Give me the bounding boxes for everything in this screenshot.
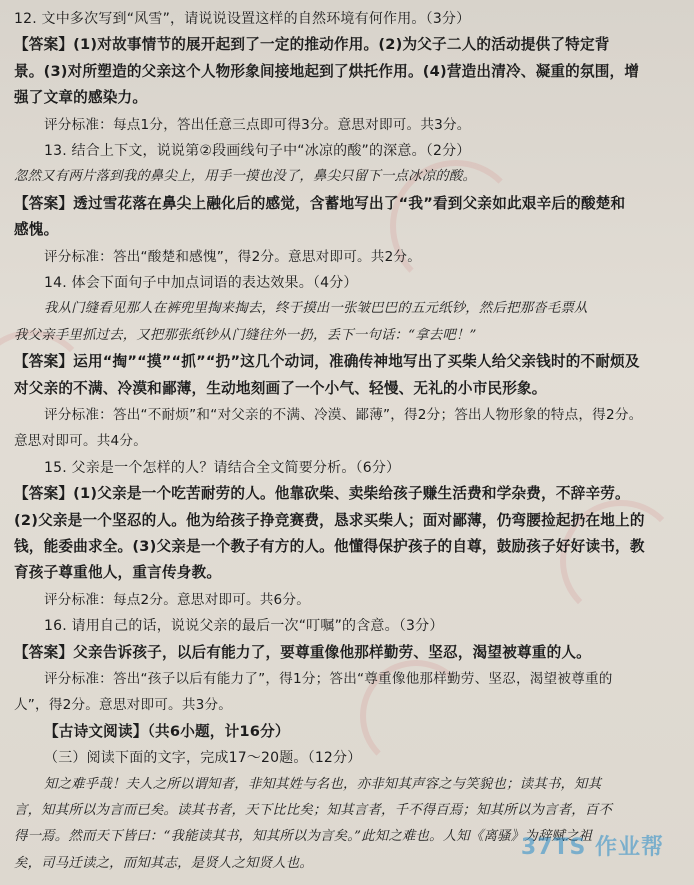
- text-line-16: 评分标准：答出“不耐烦”和“对父亲的不满、冷漠、鄙薄”，得2分；答出人物形象的特点，得2分。: [44, 407, 643, 423]
- text-line-3: 景。(3)对所塑造的父亲这个人物形象间接地起到了烘托作用。(4)营造出清冷、凝重的氛围，增: [14, 62, 640, 80]
- text-line-5: 评分标准：每点1分，答出任意三点即可得3分。意思对即可。共3分。: [44, 116, 471, 133]
- text-line-8: 【答案】透过雪花落在鼻尖上融化后的感觉，含蓄地写出了“我”看到父亲如此艰辛后的酸楚和: [14, 194, 626, 212]
- text-line-7: 忽然又有两片落到我的鼻尖上，用手一摸也没了，鼻尖只留下一点冰凉的酸。: [14, 169, 477, 185]
- text-line-9: 感愧。: [14, 221, 59, 239]
- text-line-24: 16. 请用自己的话，说说父亲的最后一次“叮嘱”的含意。（3分）: [44, 618, 444, 635]
- text-line-32: 得一焉。然而天下皆曰：“我能读其书，知其所以为言矣。”此知之难也。人知《离骚》为辞赋之祖: [14, 829, 593, 845]
- text-line-14: 【答案】运用“掏”“摸”“抓”“扔”这几个动词，准确传神地写出了买柴人给父亲钱时的不耐烦及: [14, 353, 640, 371]
- site-logo: 37TS 作业帮: [520, 835, 664, 860]
- text-line-29: （三）阅读下面的文字，完成17～20题。（12分）: [44, 750, 362, 767]
- text-line-18: 15. 父亲是一个怎样的人？请结合全文简要分析。（6分）: [44, 459, 401, 476]
- text-line-28: 【古诗文阅读】（共6小题，计16分）: [44, 722, 290, 740]
- text-line-31: 言，知其所以为言而已矣。读其书者，天下比比矣；知其言者，千不得百焉；知其所以为言者，百不: [14, 803, 612, 818]
- text-line-17: 意思对即可。共4分。: [14, 433, 147, 450]
- text-line-22: 育孩子尊重他人，重言传身教。: [14, 564, 222, 582]
- text-line-26: 评分标准：答出“孩子以后有能力了”，得1分；答出“尊重像他那样勤劳、坚忍，渴望被尊重的: [44, 671, 613, 687]
- text-line-13: 我父亲手里抓过去，又把那张纸钞从门缝往外一扔，丢下一句话：“拿去吧！”: [14, 327, 477, 343]
- text-line-19: 【答案】(1)父亲是一个吃苦耐劳的人。他靠砍柴、卖柴给孩子赚生活费和学杂费，不辞辛劳。: [14, 485, 630, 503]
- text-line-1: 12. 文中多次写到“风雪”，请说说设置这样的自然环境有何作用。（3分）: [14, 11, 471, 27]
- text-line-12: 我从门缝看见那人在裤兜里掏来掏去，终于摸出一张皱巴巴的五元纸钞，然后把那沓毛票从: [44, 301, 588, 317]
- text-line-6: 13. 结合上下文，说说第②段画线句子中“冰凉的酸”的深意。（2分）: [44, 143, 471, 159]
- text-line-23: 评分标准：每点2分。意思对即可。共6分。: [44, 591, 310, 608]
- text-line-20: (2)父亲是一个坚忍的人。他为给孩子挣竞赛费，恳求买柴人；面对鄙薄，仍弯腰捡起扔在地上的: [14, 511, 645, 529]
- text-line-4: 强了文章的感染力。: [14, 89, 148, 107]
- text-line-25: 【答案】父亲告诉孩子，以后有能力了，要尊重像他那样勤劳、坚忍，渴望被尊重的人。: [14, 643, 591, 661]
- text-line-33: 矣，司马迁读之，而知其志，是贤人之知贤人也。: [14, 855, 313, 871]
- text-line-11: 14. 体会下面句子中加点词语的表达效果。（4分）: [44, 275, 358, 291]
- text-line-2: 【答案】(1)对故事情节的展开起到了一定的推动作用。(2)为父子二人的活动提供了特定背: [14, 36, 610, 54]
- text-line-10: 评分标准：答出“酸楚和感愧”，得2分。意思对即可。共2分。: [44, 248, 422, 265]
- text-line-15: 对父亲的不满、冷漠和鄙薄，生动地刻画了一个小气、轻慢、无礼的小市民形象。: [14, 379, 547, 397]
- text-line-30: 知之难乎哉！夫人之所以谓知者，非知其姓与名也，亦非知其声容之与笑貌也；读其书，知其: [44, 776, 602, 792]
- text-line-21: 钱，能委曲求全。(3)父亲是一个教子有方的人。他懂得保护孩子的自尊，鼓励孩子好好读书，教: [14, 538, 645, 555]
- text-line-27: 人”，得2分。意思对即可。共3分。: [14, 697, 233, 714]
